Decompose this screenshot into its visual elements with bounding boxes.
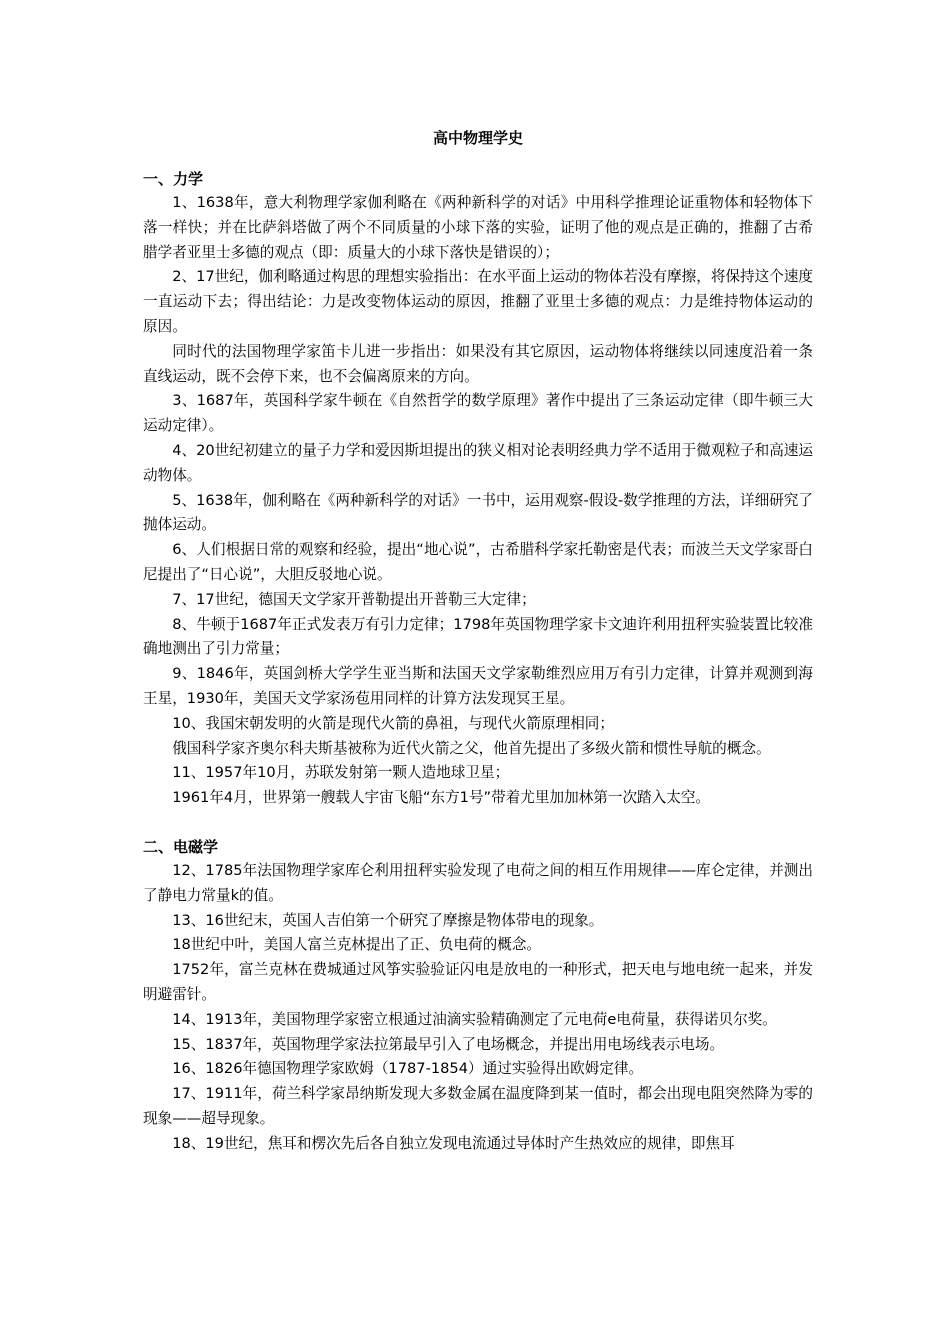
section-electromagnetism [143, 835, 813, 1157]
paragraph: 3、1687年，英国科学家牛顿在《自然哲学的数学原理》著作中提出了三条运动定律（即牛顿三大运动定律）。 [143, 392, 813, 435]
paragraph: 8、牛顿于1687年正式发表万有引力定律；1798年英国物理学家卡文迪许利用扭秤实验装置比较准确地测出了引力常量； [143, 615, 813, 658]
paragraph: 18、19世纪，焦耳和楞次先后各自独立发现电流通过导体时产生热效应的规律，即焦耳 [172, 1134, 735, 1152]
paragraph: 1961年4月，世界第一艘载人宇宙飞船“东方1号”带着尤里加加林第一次踏入太空。 [172, 789, 711, 807]
section-mechanics [143, 167, 813, 811]
paragraph: 1、1638年，意大利物理学家伽利略在《两种新科学的对话》中用科学推理论证重物体和轻物体下落一样快；并在比萨斜塔做了两个不同质量的小球下落的实验，证明了他的观点是正确的，推翻了古希腊学者亚里士多德的观点（即：质量大的小球下落快是错误的）； [143, 194, 813, 261]
paragraph: 10、我国宋朝发明的火箭是现代火箭的鼻祖，与现代火箭原理相同； [172, 714, 614, 732]
section-heading: 一、力学 [143, 170, 204, 188]
paragraph: 4、20世纪初建立的量子力学和爱因斯坦提出的狭义相对论表明经典力学不适用于微观粒子和高速运动物体。 [143, 441, 813, 484]
section-spacer [143, 811, 813, 835]
paragraph: 18世纪中叶，美国人富兰克林提出了正、负电荷的概念。 [172, 936, 542, 954]
paragraph: 17、1911年，荷兰科学家昂纳斯发现大多数金属在温度降到某一值时，都会出现电阻突然降为零的现象——超导现象。 [143, 1085, 813, 1127]
paragraph: 俄国科学家齐奥尔科夫斯基被称为近代火箭之父，他首先提出了多级火箭和惯性导航的概念。 [172, 739, 771, 757]
document-content [143, 126, 813, 1156]
paragraph: 13、16世纪末，英国人吉伯第一个研究了摩擦是物体带电的现象。 [172, 911, 604, 929]
paragraph: 12、1785年法国物理学家库仑利用扭秤实验发现了电荷之间的相互作用规律——库仑定律，并测出了静电力常量k的值。 [143, 861, 813, 904]
paragraph: 9、1846年，英国剑桥大学学生亚当斯和法国天文学家勒维烈应用万有引力定律，计算并观测到海王星，1930年，美国天文学家汤苞用同样的计算方法发现冥王星。 [143, 665, 813, 707]
paragraph: 7、17世纪，德国天文学家开普勒提出开普勒三大定律； [172, 590, 536, 608]
document-title: 高中物理学史 [432, 129, 523, 147]
paragraph: 15、1837年，英国物理学家法拉第最早引入了电场概念，并提出用电场线表示电场。 [172, 1035, 725, 1053]
paragraph: 14、1913年，美国物理学家密立根通过油滴实验精确测定了元电荷e电荷量，获得诺贝尔奖。 [172, 1010, 777, 1028]
paragraph: 同时代的法国物理学家笛卡儿进一步指出：如果没有其它原因，运动物体将继续以同速度沿着一条直线运动，既不会停下来，也不会偏离原来的方向。 [143, 342, 813, 385]
section-heading: 二、电磁学 [143, 837, 219, 856]
paragraph: 2、17世纪，伽利略通过构思的理想实验指出：在水平面上运动的物体若没有摩擦，将保持这个速度一直运动下去；得出结论：力是改变物体运动的原因，推翻了亚里士多德的观点：力是维持物体运动的原因。 [143, 268, 813, 335]
paragraph: 16、1826年德国物理学家欧姆（1787-1854）通过实验得出欧姆定律。 [172, 1060, 644, 1078]
paragraph: 1752年，富兰克林在费城通过风筝实验验证闪电是放电的一种形式，把天电与地电统一起来，并发明避雷针。 [143, 961, 813, 1003]
paragraph: 5、1638年，伽利略在《两种新科学的对话》一书中，运用观察-假设-数学推理的方法，详细研究了抛体运动。 [143, 491, 813, 534]
paragraph: 11、1957年10月，苏联发射第一颗人造地球卫星； [172, 764, 510, 782]
paragraph: 6、人们根据日常的观察和经验，提出“地心说”，古希腊科学家托勒密是代表；而波兰天文学家哥白尼提出了“日心说”，大胆反驳地心说。 [143, 541, 813, 583]
